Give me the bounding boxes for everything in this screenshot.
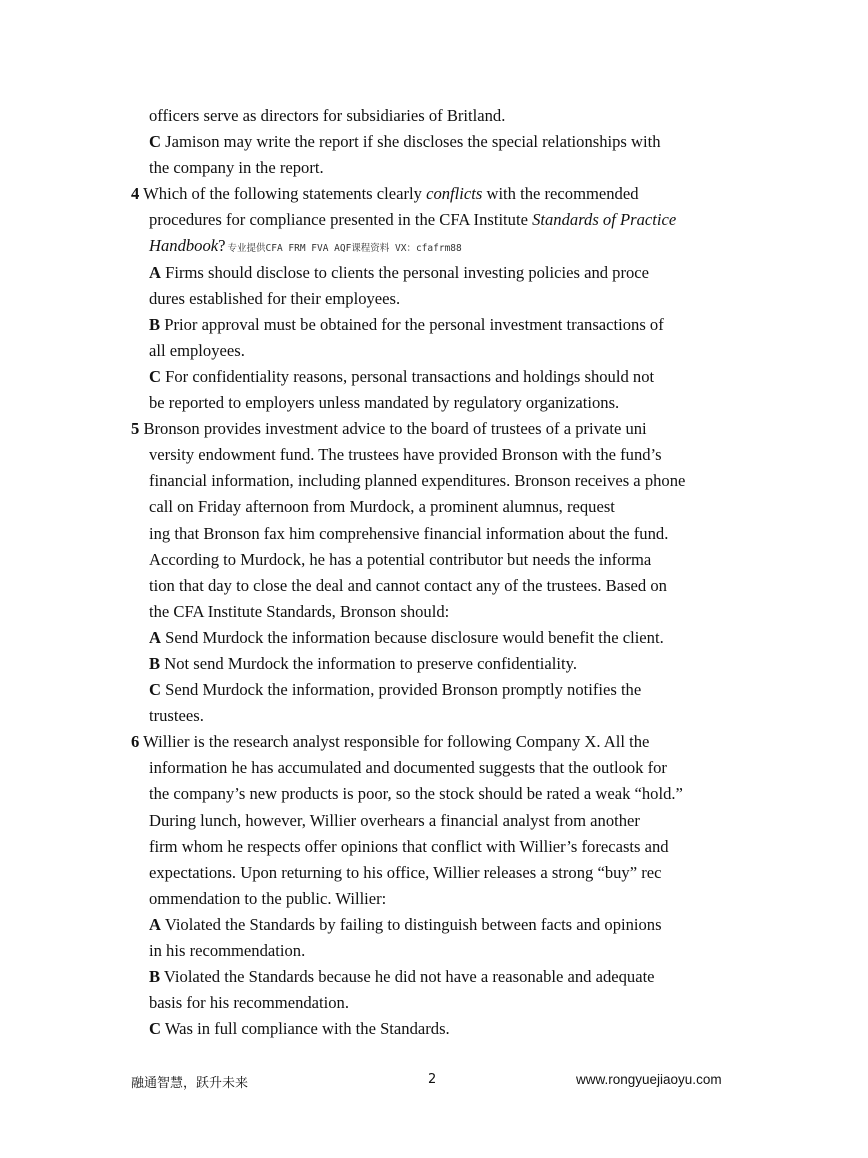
question-text: ommendation to the public. Willier:	[149, 888, 387, 908]
question-text: the company’s new products is poor, so the stock should be rated a weak “hold.”	[149, 784, 683, 804]
question-text: call on Friday afternoon from Murdock, a prominent alumnus, request	[149, 497, 615, 517]
option-letter: C	[149, 366, 161, 386]
question-text: ing that Bronson fax him comprehensive financial information about the fund.	[149, 523, 669, 543]
question-text: tion that day to close the deal and cannot contact any of the trustees. Based on	[149, 575, 667, 595]
q5-stem-line-8	[131, 599, 751, 625]
question-text: Willier is the research analyst responsible for following Company X. All the	[139, 732, 650, 752]
question-number: 5	[131, 419, 140, 439]
option-letter: C	[149, 132, 161, 152]
q4-stem-line-3	[131, 233, 751, 259]
watermark-text: 专业提供CFA FRM FVA AQF课程资料 VX：cfafrm88	[227, 243, 462, 255]
q6-stem-line-1	[131, 729, 751, 755]
q4-option-a-continued	[131, 286, 751, 312]
question-text: During lunch, however, Willier overhears a financial analyst from another	[149, 810, 640, 830]
option-letter: C	[149, 1019, 161, 1039]
emphasis-text: conflicts	[426, 184, 483, 204]
q5-stem-line-4	[131, 494, 751, 520]
option-text: Send Murdock the information because disclosure would benefit the client.	[160, 627, 664, 647]
publication-title: Handbook	[149, 236, 219, 256]
q6-option-b	[131, 964, 751, 990]
question-text: the CFA Institute Standards, Bronson should:	[149, 601, 450, 621]
q3-option-c	[131, 129, 751, 155]
option-text: Was in full compliance with the Standards.	[160, 1019, 450, 1039]
footer-slogan: 融通智慧，跃升未来	[131, 1076, 249, 1091]
q5-stem-line-2	[131, 442, 751, 468]
option-text: Violated the Standards by failing to distinguish between facts and opinions	[160, 914, 662, 934]
q6-stem-line-2	[131, 755, 751, 781]
option-text: Not send Murdock the information to preserve confidentiality.	[160, 653, 577, 673]
q4-stem-line-1	[131, 181, 751, 207]
question-mark: ?	[218, 236, 226, 256]
option-letter: A	[149, 627, 161, 647]
question-text: Which of the following statements clearly	[139, 184, 427, 204]
option-text: For confidentiality reasons, personal transactions and holdings should not	[160, 366, 655, 386]
q5-option-a	[131, 625, 751, 651]
footer-website: www.rongyuejiaoyu.com	[576, 1072, 722, 1087]
q5-option-b	[131, 651, 751, 677]
option-letter: B	[149, 314, 161, 334]
option-text: Firms should disclose to clients the personal investing policies and proce	[160, 262, 650, 282]
q3-text: officers serve as directors for subsidiaries of Britland.	[149, 106, 506, 125]
option-letter: A	[149, 914, 161, 934]
question-text: Bronson provides investment advice to the board of trustees of a private uni	[139, 419, 647, 439]
publication-title: Standards of Practice	[532, 210, 677, 230]
option-text: Send Murdock the information, provided Bronson promptly notifies the	[160, 680, 642, 700]
question-text: expectations. Upon returning to his office, Willier releases a strong “buy” rec	[149, 862, 662, 882]
q6-option-a-continued	[131, 938, 751, 964]
q6-stem-line-7	[131, 886, 751, 912]
option-letter: B	[149, 967, 161, 987]
q6-option-b-continued	[131, 990, 751, 1016]
q6-stem-line-4	[131, 808, 751, 834]
q3-continuation-line	[131, 103, 751, 129]
q4-option-c	[131, 364, 751, 390]
option-text: dures established for their employees.	[149, 288, 401, 308]
option-text: trustees.	[149, 706, 204, 726]
q5-stem-line-7	[131, 573, 751, 599]
q4-option-a	[131, 260, 751, 286]
option-letter: B	[149, 653, 161, 673]
option-letter: A	[149, 262, 161, 282]
question-text: versity endowment fund. The trustees have provided Bronson with the fund’s	[149, 445, 662, 465]
option-text: Prior approval must be obtained for the personal investment transactions of	[160, 314, 664, 334]
q3-option-c-continued	[131, 155, 751, 181]
question-text: procedures for compliance presented in the CFA Institute	[149, 210, 533, 230]
option-text: in his recommendation.	[149, 941, 306, 960]
q6-option-c	[131, 1016, 751, 1042]
option-letter: C	[149, 680, 161, 700]
q6-option-a	[131, 912, 751, 938]
option-text: be reported to employers unless mandated by regulatory organizations.	[149, 393, 620, 413]
option-text: the company in the report.	[149, 158, 324, 178]
q4-stem-line-2	[131, 207, 751, 233]
question-number: 4	[131, 184, 140, 204]
q5-stem-line-1	[131, 416, 751, 442]
q5-stem-line-3	[131, 468, 751, 494]
option-text: Jamison may write the report if she discloses the special relationships with	[160, 132, 661, 152]
q4-option-b	[131, 312, 751, 338]
option-text: all employees.	[149, 340, 245, 360]
question-text: with the recommended	[482, 184, 639, 204]
question-text: information he has accumulated and documented suggests that the outlook for	[149, 758, 667, 778]
q5-option-c-continued	[131, 703, 751, 729]
q6-stem-line-5	[131, 834, 751, 860]
page-number: 2	[428, 1072, 437, 1087]
question-number: 6	[131, 732, 140, 752]
q4-option-b-continued	[131, 338, 751, 364]
q5-option-c	[131, 677, 751, 703]
q5-stem-line-6	[131, 547, 751, 573]
q6-stem-line-3	[131, 781, 751, 807]
option-text: Violated the Standards because he did not have a reasonable and adequate	[160, 967, 655, 987]
question-text: According to Murdock, he has a potential contributor but needs the informa	[149, 549, 652, 569]
page-footer	[0, 1070, 868, 1092]
question-text: firm whom he respects offer opinions that conflict with Willier’s forecasts and	[149, 836, 669, 856]
question-text: financial information, including planned expenditures. Bronson receives a phone	[149, 471, 686, 491]
q4-option-c-continued	[131, 390, 751, 416]
q6-stem-line-6	[131, 860, 751, 886]
option-text: basis for his recommendation.	[149, 993, 350, 1013]
q5-stem-line-5	[131, 521, 751, 547]
question-text-body	[131, 103, 751, 1042]
